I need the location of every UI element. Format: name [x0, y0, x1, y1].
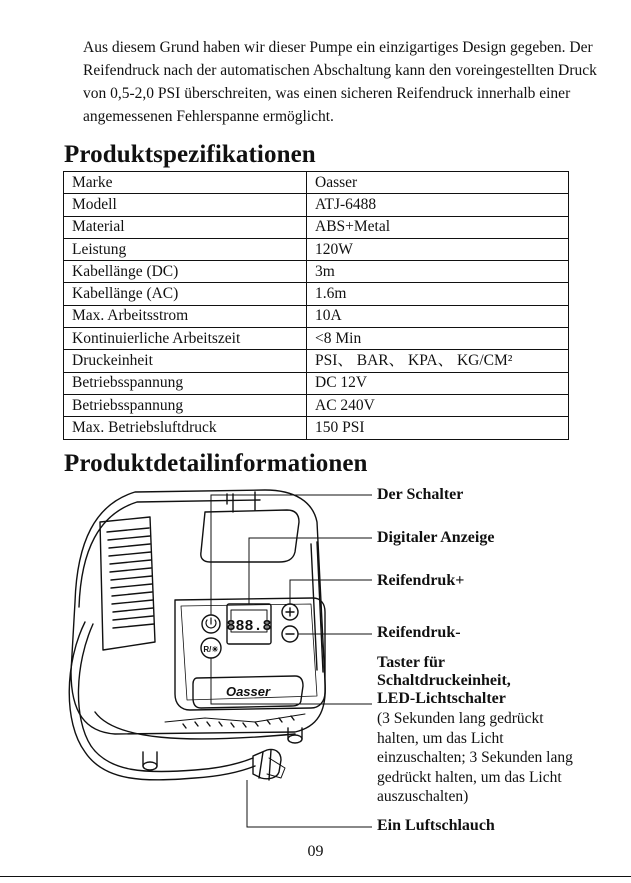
- spec-key: Modell: [64, 194, 307, 216]
- spec-value: ATJ-6488: [307, 194, 569, 216]
- spec-key: Max. Arbeitsstrom: [64, 305, 307, 327]
- spec-row: [64, 194, 569, 216]
- spec-row: [64, 372, 569, 394]
- spec-key: Druckeinheit: [64, 350, 307, 372]
- spec-row: [64, 283, 569, 305]
- spec-row: [64, 394, 569, 416]
- display-digits: 888.8: [226, 618, 272, 635]
- label-display: Digitaler Anzeige: [377, 529, 495, 546]
- label-pressure-plus: Reifendruk+: [377, 572, 465, 589]
- spec-value: 10A: [307, 305, 569, 327]
- unit-button-text: R/☀: [203, 645, 219, 654]
- label-switch: Der Schalter: [377, 486, 464, 503]
- spec-key: Kabellänge (DC): [64, 261, 307, 283]
- spec-row: [64, 261, 569, 283]
- air-compressor-illustration: [55, 482, 375, 842]
- spec-value: AC 240V: [307, 394, 569, 416]
- spec-value: DC 12V: [307, 372, 569, 394]
- spec-value: ABS+Metal: [307, 216, 569, 238]
- spec-key: Marke: [64, 172, 307, 194]
- spec-key: Material: [64, 216, 307, 238]
- label-unit-button-line3: LED-Lichtschalter: [377, 690, 506, 707]
- spec-key: Leistung: [64, 238, 307, 260]
- spec-value: 120W: [307, 238, 569, 260]
- spec-key: Betriebsspannung: [64, 394, 307, 416]
- spec-value: <8 Min: [307, 328, 569, 350]
- spec-key: Betriebsspannung: [64, 372, 307, 394]
- spec-table: [63, 171, 569, 440]
- spec-heading: Produktspezifikationen: [64, 141, 316, 168]
- label-unit-button-line2: Schaltdruckeinheit,: [377, 672, 511, 689]
- spec-row: [64, 238, 569, 260]
- spec-key: Kontinuierliche Arbeitszeit: [64, 328, 307, 350]
- spec-value: Oasser: [307, 172, 569, 194]
- spec-key: Kabellänge (AC): [64, 283, 307, 305]
- footer-rule: [0, 876, 631, 877]
- label-air-hose: Ein Luftschlauch: [377, 817, 495, 834]
- spec-row: [64, 350, 569, 372]
- spec-value: 1.6m: [307, 283, 569, 305]
- spec-value: 3m: [307, 261, 569, 283]
- spec-key: Max. Betriebsluftdruck: [64, 417, 307, 439]
- label-light-note: (3 Sekunden lang gedrückt halten, um das Licht einzuschalten; 3 Sekunden lang gedrückt halten, um das Licht auszuschalten): [377, 710, 573, 805]
- label-unit-button-line1: Taster für: [377, 654, 445, 671]
- spec-row: [64, 172, 569, 194]
- spec-value: PSI、 BAR、 KPA、 KG/CM²: [307, 350, 569, 372]
- detail-heading: Produktdetailinformationen: [64, 450, 368, 477]
- spec-row: [64, 417, 569, 439]
- label-pressure-minus: Reifendruk-: [377, 624, 461, 641]
- spec-value: 150 PSI: [307, 417, 569, 439]
- spec-row: [64, 328, 569, 350]
- spec-row: [64, 305, 569, 327]
- page-number: 09: [307, 843, 324, 860]
- brand-logo: Oasser: [225, 684, 271, 699]
- intro-paragraph: Aus diesem Grund haben wir dieser Pumpe ein einzigartiges Design gegeben. Der Reifendruck nach der automatischen Abschaltung kann den voreingestellten Druck von 0,5-2,0 PSI überschreiten, was einen sicheren Reifendruck innerhalb einer angemessenen Fehlerspanne ermöglicht.: [83, 39, 597, 125]
- spec-row: [64, 216, 569, 238]
